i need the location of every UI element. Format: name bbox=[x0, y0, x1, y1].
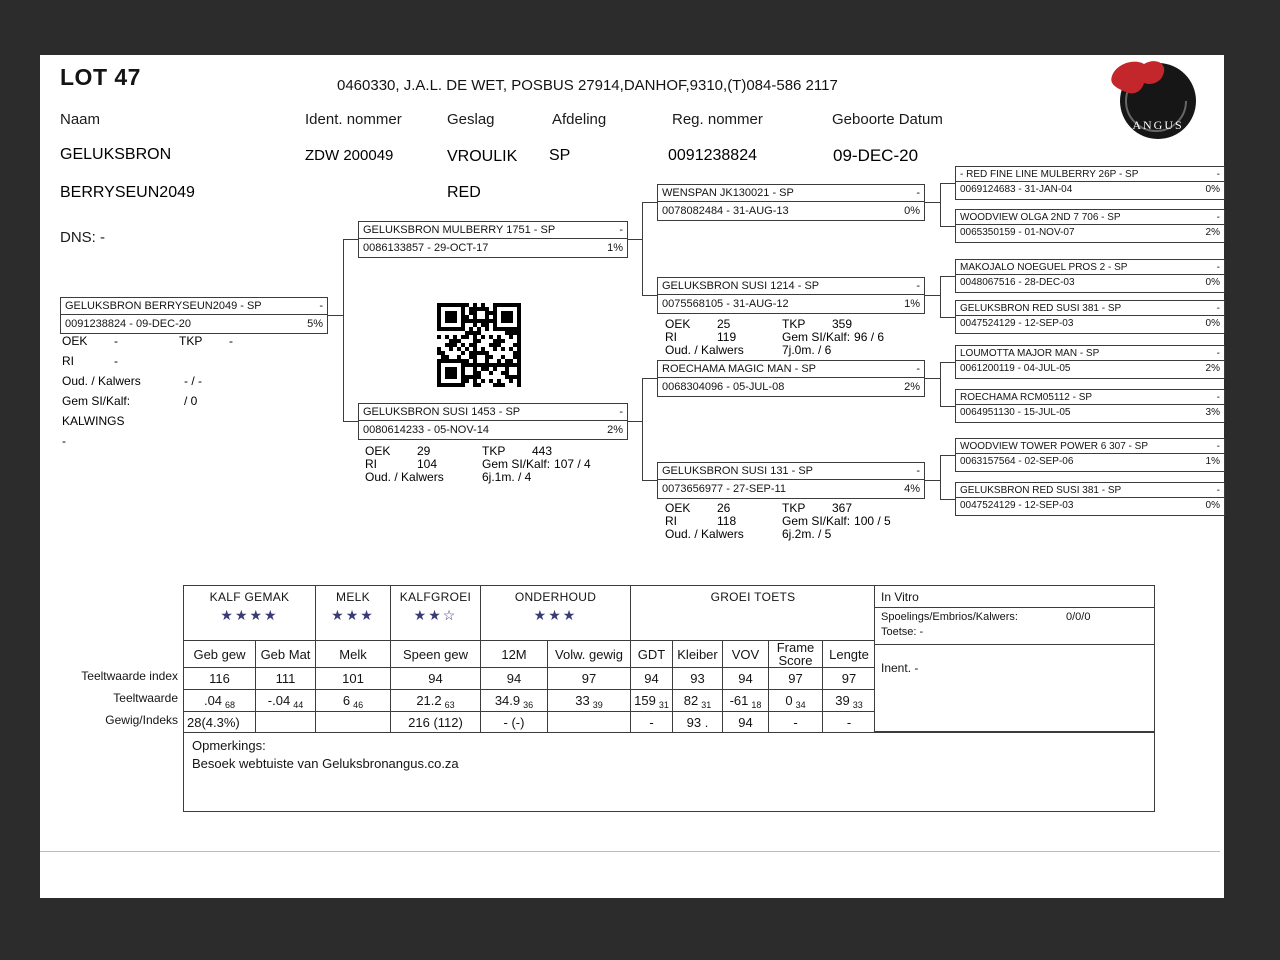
ebv-value: -.04 bbox=[267, 693, 291, 708]
gp2-reg: 0075568105 - 31-AUG-12 bbox=[662, 297, 789, 310]
label-ident-nommer: Ident. nommer bbox=[305, 111, 402, 128]
stat-value: - bbox=[62, 434, 66, 448]
table-cell: 94 bbox=[631, 668, 673, 690]
stat-value: 359 bbox=[832, 317, 853, 331]
inent-line: Inent. - bbox=[881, 661, 919, 675]
group-label: KALF GEMAK bbox=[209, 590, 290, 604]
stat-value: / 0 bbox=[184, 394, 198, 408]
stat-label: Oud. / Kalwers bbox=[365, 470, 444, 484]
table-cell bbox=[316, 690, 391, 712]
ebv-accuracy: 31 bbox=[701, 700, 712, 710]
star-rating-melk: ★★★ bbox=[331, 607, 375, 623]
in-vitro-title: In Vitro bbox=[875, 586, 1154, 608]
pedigree-box-gp1 bbox=[657, 184, 925, 221]
ebv-accuracy: 63 bbox=[444, 700, 455, 710]
table-cell bbox=[316, 712, 391, 734]
row-label-teeltwaarde-index: Teeltwaarde index bbox=[81, 669, 178, 683]
pedigree-connector bbox=[925, 378, 941, 379]
table-cell bbox=[256, 690, 316, 712]
ggp1-dash: - bbox=[1216, 168, 1220, 180]
pedigree-connector bbox=[642, 378, 643, 481]
stat-label: OEK bbox=[365, 444, 391, 458]
stat-value: 119 bbox=[717, 330, 737, 344]
pedigree-connector bbox=[940, 276, 941, 318]
stat-value: 96 / 6 bbox=[854, 330, 885, 344]
ebv-value: 82 bbox=[683, 693, 699, 708]
opmerkings-title: Opmerkings: bbox=[192, 738, 266, 753]
pedigree-box-ggp5 bbox=[955, 345, 1225, 379]
pedigree-box-sire bbox=[358, 221, 628, 258]
ggp6-pct: 3% bbox=[1205, 407, 1220, 418]
ebv-value: 159 bbox=[634, 693, 656, 708]
angus-logo bbox=[1106, 56, 1198, 142]
table-cell: 97 bbox=[769, 668, 823, 690]
pedigree-connector bbox=[940, 455, 955, 456]
table-cell bbox=[631, 690, 673, 712]
ggp6-name: ROECHAMA RCM05112 - SP bbox=[960, 391, 1093, 403]
value-geslag: VROULIK bbox=[447, 148, 518, 165]
pedigree-box-gp3 bbox=[657, 360, 925, 397]
ebv-value: .04 bbox=[203, 693, 223, 708]
value-reg-nommer: 0091238824 bbox=[668, 147, 757, 164]
table-cell bbox=[823, 690, 876, 712]
footer-divider bbox=[40, 851, 1220, 852]
gp2-stats bbox=[665, 317, 884, 356]
stat-value: - bbox=[114, 354, 118, 368]
pedigree-connector bbox=[925, 295, 941, 296]
pedigree-connector bbox=[940, 406, 955, 407]
pedigree-connector bbox=[940, 183, 955, 184]
stat-value: 118 bbox=[717, 514, 737, 528]
ggp3-pct: 0% bbox=[1205, 277, 1220, 288]
gp2-name: GELUKSBRON SUSI 1214 - SP bbox=[662, 280, 820, 292]
gp1-pct: 0% bbox=[904, 204, 920, 217]
table-cell bbox=[481, 690, 548, 712]
ggp1-name: - RED FINE LINE MULBERRY 26P - SP bbox=[960, 168, 1139, 180]
pedigree-box-dam bbox=[358, 403, 628, 440]
stat-label: TKP bbox=[782, 501, 806, 515]
stat-value: 7j.0m. / 6 bbox=[782, 343, 832, 357]
ggp8-dash: - bbox=[1216, 484, 1220, 496]
table-cell: 93 . bbox=[673, 712, 723, 734]
pedigree-connector bbox=[642, 202, 657, 203]
value-geboorte-datum: 09-DEC-20 bbox=[833, 146, 919, 165]
pedigree-connector bbox=[628, 239, 643, 240]
group-kalfgroei bbox=[391, 586, 481, 641]
gp1-reg: 0078082484 - 31-AUG-13 bbox=[662, 204, 789, 217]
stat-value: 25 bbox=[717, 317, 731, 331]
ggp4-name: GELUKSBRON RED SUSI 381 - SP bbox=[960, 302, 1122, 314]
ggp1-reg: 0069124683 - 31-JAN-04 bbox=[960, 184, 1073, 195]
col-header: Volw. gewig bbox=[548, 641, 631, 668]
ggp8-pct: 0% bbox=[1205, 500, 1220, 511]
group-label: ONDERHOUD bbox=[514, 590, 597, 604]
viewer-frame-bottom bbox=[0, 898, 1280, 960]
breeder-contact-line: 0460330, J.A.L. DE WET, POSBUS 27914,DANHOF,9310,(T)084-586 2117 bbox=[337, 77, 838, 94]
col-header: Frame Score bbox=[769, 641, 823, 668]
pedigree-box-animal bbox=[60, 297, 328, 334]
table-cell: - bbox=[769, 712, 823, 734]
gp2-dash: - bbox=[916, 280, 920, 292]
table-cell bbox=[184, 690, 256, 712]
table-cell: 116 bbox=[184, 668, 256, 690]
table-cell bbox=[548, 712, 631, 734]
ebv-accuracy: 18 bbox=[751, 700, 762, 710]
gp4-dash: - bbox=[916, 465, 920, 477]
stat-label: KALWINGS bbox=[62, 414, 125, 428]
table-cell: 94 bbox=[481, 668, 548, 690]
stat-label: RI bbox=[62, 354, 74, 368]
viewer-frame-right bbox=[1224, 55, 1280, 898]
col-header: VOV bbox=[723, 641, 769, 668]
stat-label: Oud. / Kalwers bbox=[665, 343, 744, 357]
pedigree-connector bbox=[940, 276, 955, 277]
table-cell: 94 bbox=[723, 668, 769, 690]
stat-label: RI bbox=[665, 330, 677, 344]
table-cell: - bbox=[823, 712, 876, 734]
pedigree-box-ggp6 bbox=[955, 389, 1225, 423]
table-cell bbox=[769, 690, 823, 712]
ebv-accuracy: 36 bbox=[523, 700, 534, 710]
label-reg-nommer: Reg. nommer bbox=[672, 111, 763, 128]
stat-label: OEK bbox=[62, 334, 88, 348]
gewig-indeks-row bbox=[184, 712, 876, 734]
animal-dash: - bbox=[319, 300, 323, 312]
pedigree-connector bbox=[642, 202, 643, 296]
gp3-dash: - bbox=[916, 363, 920, 375]
stat-label: Gem SI/Kalf: bbox=[482, 457, 551, 471]
gp4-pct: 4% bbox=[904, 482, 920, 495]
value-afdeling: SP bbox=[549, 147, 571, 164]
ebv-accuracy: 46 bbox=[353, 700, 364, 710]
ggp2-reg: 0065350159 - 01-NOV-07 bbox=[960, 227, 1075, 238]
stat-label: TKP bbox=[179, 334, 203, 348]
pedigree-box-gp2 bbox=[657, 277, 925, 314]
column-header-row bbox=[184, 641, 876, 668]
sire-name: GELUKSBRON MULBERRY 1751 - SP bbox=[363, 224, 556, 236]
stat-value: - bbox=[229, 334, 233, 348]
col-header: Kleiber bbox=[673, 641, 723, 668]
table-cell bbox=[723, 690, 769, 712]
pedigree-connector bbox=[343, 421, 358, 422]
sire-reg: 0086133857 - 29-OCT-17 bbox=[363, 241, 489, 254]
stat-value: 100 / 5 bbox=[854, 514, 891, 528]
ggp5-dash: - bbox=[1216, 347, 1220, 359]
stat-label: Gem SI/Kalf: bbox=[782, 514, 851, 528]
ebv-value: 6 bbox=[342, 693, 351, 708]
table-cell: 97 bbox=[548, 668, 631, 690]
table-cell: 94 bbox=[723, 712, 769, 734]
col-header: Geb Mat bbox=[256, 641, 316, 668]
star-rating-onderhoud: ★★★ bbox=[533, 607, 578, 623]
stat-label: Gem SI/Kalf: bbox=[62, 394, 131, 408]
sire-dash: - bbox=[619, 224, 623, 236]
label-geboorte-datum: Geboorte Datum bbox=[832, 111, 943, 128]
teeltwaarde-row bbox=[184, 690, 876, 712]
stat-value: 29 bbox=[417, 444, 431, 458]
table-cell: 111 bbox=[256, 668, 316, 690]
col-header: Melk bbox=[316, 641, 391, 668]
group-label: KALFGROEI bbox=[399, 590, 472, 604]
group-label: MELK bbox=[336, 590, 370, 604]
group-onderhoud bbox=[481, 586, 631, 641]
pedigree-connector bbox=[642, 378, 657, 379]
animal-name: GELUKSBRON BERRYSEUN2049 - SP bbox=[65, 300, 262, 312]
group-melk bbox=[316, 586, 391, 641]
viewer-frame-top bbox=[0, 0, 1280, 55]
pedigree-connector bbox=[940, 317, 955, 318]
stat-value: 26 bbox=[717, 501, 731, 515]
ebv-accuracy: 31 bbox=[658, 700, 669, 710]
gp3-name: ROECHAMA MAGIC MAN - SP bbox=[662, 363, 817, 375]
table-cell: 101 bbox=[316, 668, 391, 690]
value-naam-line1: GELUKSBRON bbox=[60, 146, 172, 163]
opmerkings-box bbox=[183, 732, 1155, 812]
ggp2-dash: - bbox=[1216, 211, 1220, 223]
viewer-frame-left bbox=[0, 55, 40, 898]
ebv-value: -61 bbox=[729, 693, 749, 708]
ggp1-pct: 0% bbox=[1205, 184, 1220, 195]
col-header: GDT bbox=[631, 641, 673, 668]
ebv-value: 34.9 bbox=[494, 693, 521, 708]
ebv-accuracy: 39 bbox=[592, 700, 603, 710]
stat-label: OEK bbox=[665, 501, 691, 515]
pedigree-connector bbox=[925, 202, 941, 203]
ggp2-pct: 2% bbox=[1205, 227, 1220, 238]
stat-label: RI bbox=[665, 514, 677, 528]
ggp6-dash: - bbox=[1216, 391, 1220, 403]
label-afdeling: Afdeling bbox=[552, 111, 607, 128]
stat-value: 443 bbox=[532, 444, 553, 458]
row-label-gewig-indeks: Gewig/Indeks bbox=[105, 713, 178, 727]
ebv-value: 39 bbox=[835, 693, 850, 708]
gp3-reg: 0068304096 - 05-JUL-08 bbox=[662, 380, 785, 393]
gp2-pct: 1% bbox=[904, 297, 920, 310]
pedigree-connector bbox=[642, 480, 657, 481]
table-cell: 93 bbox=[673, 668, 723, 690]
gp1-dash: - bbox=[916, 187, 920, 199]
trait-group-row bbox=[184, 586, 876, 641]
spoelings-label: Spoelings/Embrios/Kalwers: bbox=[881, 611, 1018, 623]
ggp4-reg: 0047524129 - 12-SEP-03 bbox=[960, 318, 1074, 329]
gp4-name: GELUKSBRON SUSI 131 - SP bbox=[662, 465, 813, 477]
col-header: Lengte bbox=[823, 641, 876, 668]
stat-value: 104 bbox=[417, 457, 438, 471]
value-ident-nommer: ZDW 200049 bbox=[305, 147, 394, 164]
pedigree-box-ggp1 bbox=[955, 166, 1225, 200]
pedigree-box-ggp8 bbox=[955, 482, 1225, 516]
ggp3-reg: 0048067516 - 28-DEC-03 bbox=[960, 277, 1075, 288]
stat-value: - bbox=[114, 334, 118, 348]
table-cell bbox=[548, 690, 631, 712]
ebv-value: 0 bbox=[785, 693, 793, 708]
ebv-accuracy: 34 bbox=[795, 700, 806, 710]
ebv-value: 33 bbox=[575, 693, 590, 708]
col-header: Geb gew bbox=[184, 641, 256, 668]
dam-dash: - bbox=[619, 406, 623, 418]
pedigree-box-ggp2 bbox=[955, 209, 1225, 243]
ggp7-name: WOODVIEW TOWER POWER 6 307 - SP bbox=[960, 440, 1148, 452]
stat-value: - / - bbox=[184, 374, 202, 388]
animal-inbreeding-pct: 5% bbox=[307, 317, 323, 330]
pedigree-connector bbox=[343, 239, 344, 422]
ggp4-dash: - bbox=[1216, 302, 1220, 314]
stat-label: OEK bbox=[665, 317, 691, 331]
pedigree-connector bbox=[925, 480, 941, 481]
row-label-teeltwaarde: Teeltwaarde bbox=[113, 691, 178, 705]
group-label: GROEI TOETS bbox=[710, 590, 796, 604]
sire-inbreeding-pct: 1% bbox=[607, 241, 623, 254]
pedigree-connector bbox=[940, 183, 941, 227]
dam-stats bbox=[365, 444, 591, 483]
ggp3-dash: - bbox=[1216, 261, 1220, 273]
ebv-accuracy: 33 bbox=[852, 700, 863, 710]
stat-label: RI bbox=[365, 457, 377, 471]
pedigree-connector bbox=[343, 239, 358, 240]
ebv-accuracy: 44 bbox=[293, 700, 304, 710]
col-header: 12M bbox=[481, 641, 548, 668]
table-cell: 216 (112) bbox=[391, 712, 481, 734]
ggp5-name: LOUMOTTA MAJOR MAN - SP bbox=[960, 347, 1100, 359]
qr-code bbox=[437, 303, 521, 387]
pedigree-connector bbox=[940, 362, 955, 363]
gp3-pct: 2% bbox=[904, 380, 920, 393]
ggp4-pct: 0% bbox=[1205, 318, 1220, 329]
ebv-value: 21.2 bbox=[416, 693, 442, 708]
ggp7-dash: - bbox=[1216, 440, 1220, 452]
ggp8-name: GELUKSBRON RED SUSI 381 - SP bbox=[960, 484, 1122, 496]
table-cell: - (-) bbox=[481, 712, 548, 734]
table-cell bbox=[673, 690, 723, 712]
group-groei-toets bbox=[631, 586, 876, 641]
in-vitro-panel bbox=[874, 585, 1155, 732]
ggp8-reg: 0047524129 - 12-SEP-03 bbox=[960, 500, 1074, 511]
pedigree-connector bbox=[940, 455, 941, 500]
pedigree-connector bbox=[642, 295, 657, 296]
dam-inbreeding-pct: 2% bbox=[607, 423, 623, 436]
stat-label: TKP bbox=[782, 317, 806, 331]
breeding-values-table bbox=[183, 585, 876, 734]
animal-reg: 0091238824 - 09-DEC-20 bbox=[65, 317, 191, 330]
value-kleur: RED bbox=[447, 184, 481, 201]
ggp7-reg: 0063157564 - 02-SEP-06 bbox=[960, 456, 1074, 467]
col-header: Speen gew bbox=[391, 641, 481, 668]
table-cell bbox=[391, 690, 481, 712]
ggp6-reg: 0064951130 - 15-JUL-05 bbox=[960, 407, 1071, 418]
stat-label: Oud. / Kalwers bbox=[665, 527, 744, 541]
animal-stats bbox=[62, 334, 233, 454]
star-rating-kalfgroei: ★★☆ bbox=[413, 607, 458, 623]
dam-reg: 0080614233 - 05-NOV-14 bbox=[363, 423, 489, 436]
pedigree-connector bbox=[628, 421, 643, 422]
stat-value: 367 bbox=[832, 501, 853, 515]
dam-name: GELUKSBRON SUSI 1453 - SP bbox=[363, 406, 521, 418]
pedigree-box-ggp3 bbox=[955, 259, 1225, 293]
stat-label: TKP bbox=[482, 444, 506, 458]
ebv-accuracy: 68 bbox=[225, 700, 236, 710]
pedigree-connector bbox=[940, 362, 941, 407]
pedigree-box-ggp7 bbox=[955, 438, 1225, 472]
gp4-reg: 0073656977 - 27-SEP-11 bbox=[662, 482, 786, 495]
group-kalf-gemak bbox=[184, 586, 316, 641]
spoelings-value: 0/0/0 bbox=[1066, 611, 1091, 623]
ggp2-name: WOODVIEW OLGA 2ND 7 706 - SP bbox=[960, 211, 1121, 223]
ggp3-name: MAKOJALO NOEGUEL PROS 2 - SP bbox=[960, 261, 1128, 273]
table-cell: 97 bbox=[823, 668, 876, 690]
stat-label: Oud. / Kalwers bbox=[62, 374, 141, 388]
toetse-line: Toetse: - bbox=[881, 626, 924, 638]
stat-value: 107 / 4 bbox=[554, 457, 591, 471]
table-cell bbox=[256, 712, 316, 734]
gp1-name: WENSPAN JK130021 - SP bbox=[662, 187, 794, 199]
stat-value: 6j.1m. / 4 bbox=[482, 470, 532, 484]
pedigree-connector bbox=[328, 315, 344, 316]
gp4-stats bbox=[665, 501, 891, 540]
pedigree-box-ggp4 bbox=[955, 300, 1225, 334]
label-geslag: Geslag bbox=[447, 111, 495, 128]
table-cell: 28(4.3%) bbox=[184, 712, 256, 734]
label-naam: Naam bbox=[60, 111, 101, 128]
star-rating-kalf-gemak: ★★★★ bbox=[220, 607, 279, 623]
pedigree-connector bbox=[940, 499, 955, 500]
dns-line: DNS: - bbox=[60, 229, 105, 246]
ggp5-pct: 2% bbox=[1205, 363, 1220, 374]
table-cell: - bbox=[631, 712, 673, 734]
ggp7-pct: 1% bbox=[1205, 456, 1220, 467]
teeltwaarde-index-row bbox=[184, 668, 876, 690]
opmerkings-text: Besoek webtuiste van Geluksbronangus.co.za bbox=[192, 756, 459, 771]
ggp5-reg: 0061200119 - 04-JUL-05 bbox=[960, 363, 1071, 374]
table-cell: 94 bbox=[391, 668, 481, 690]
value-naam-line2: BERRYSEUN2049 bbox=[60, 184, 195, 201]
logo-wordmark: ANGUS bbox=[1132, 118, 1184, 132]
pedigree-box-gp4 bbox=[657, 462, 925, 499]
stat-label: Gem SI/Kalf: bbox=[782, 330, 851, 344]
pedigree-connector bbox=[940, 226, 955, 227]
lot-number: LOT 47 bbox=[60, 64, 141, 90]
stat-value: 6j.2m. / 5 bbox=[782, 527, 832, 541]
